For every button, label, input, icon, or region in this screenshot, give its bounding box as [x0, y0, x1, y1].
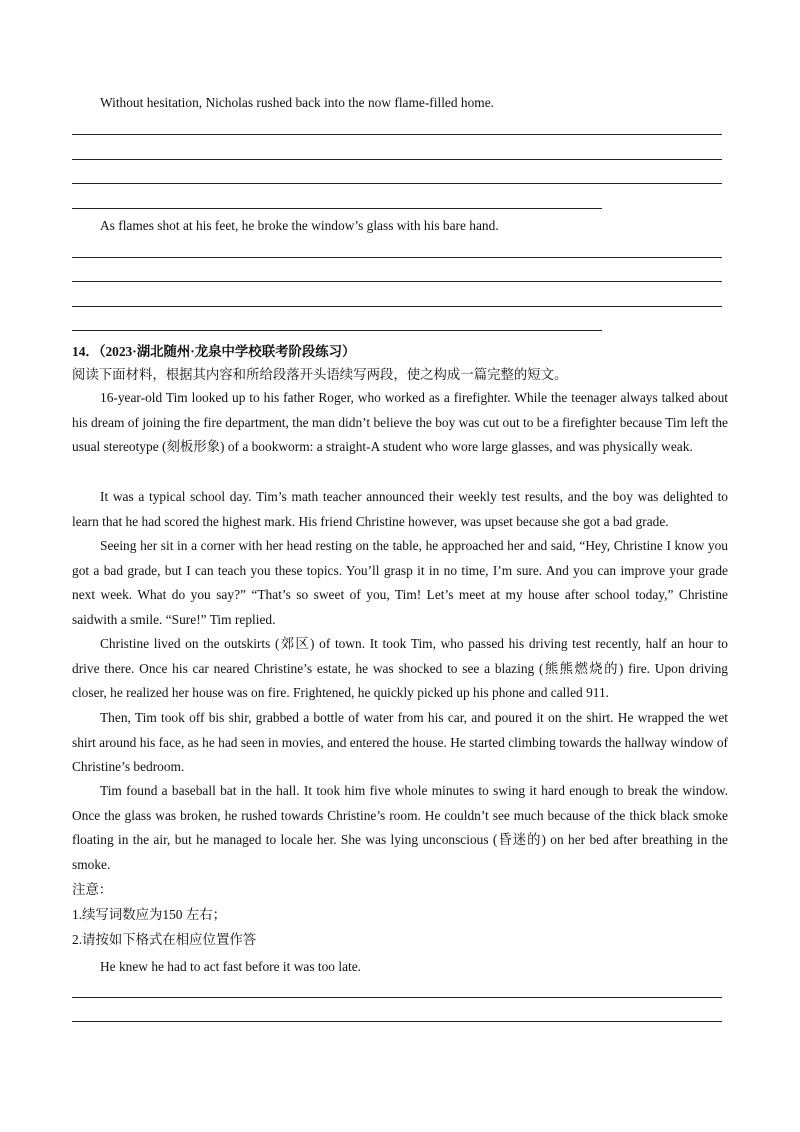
- passage-paragraph-5: Then, Tim took off bis shir, grabbed a bottle of water from his car, and poured it on the shirt. He wrapped the wet shirt around his face, as he had seen in movies, and entered the house. He started climbing towards the hallway window of Christine’s bedroom.: [72, 710, 728, 774]
- answer-line[interactable]: [72, 134, 722, 135]
- answer-line[interactable]: [72, 281, 722, 282]
- answer-line[interactable]: [72, 257, 722, 258]
- answer-line[interactable]: [72, 306, 722, 307]
- answer-line[interactable]: [72, 208, 602, 209]
- passage-paragraph-1: 16-year-old Tim looked up to his father Roger, who worked as a firefighter. While the teenager always talked about his dream of joining the fire department, the man didn’t believe the boy was cut out to be a firefighter because Tim left the usual stereotype (刻板形象) of a bookworm: a straight-A student who wore large glasses, and was physically weak.: [72, 390, 728, 454]
- paragraph-opener-1: Without hesitation, Nicholas rushed back into the now flame-filled home.: [100, 95, 495, 110]
- note-word-count: 1.续写词数应为150 左右；: [72, 907, 226, 922]
- question-heading: 14．（2023·湖北随州·龙泉中学校联考阶段练习）: [72, 344, 356, 359]
- answer-line[interactable]: [72, 183, 722, 184]
- passage-paragraph-6: Tim found a baseball bat in the hall. It took him five whole minutes to swing it hard enough to break the window. Once the glass was broken, he rushed towards Christine’s room. He couldn’t see much because of the thick black smoke floating in the air, but he managed to locale her. She was lying unconscious (昏迷的) on her bed after breathing in the smoke.: [72, 783, 728, 872]
- answer-line[interactable]: [72, 330, 602, 331]
- answer-line[interactable]: [72, 997, 722, 998]
- paragraph-opener-2: As flames shot at his feet, he broke the window’s glass with his bare hand.: [100, 218, 499, 233]
- passage-paragraph-2: It was a typical school day. Tim’s math teacher announced their weekly test results, and the boy was delighted to learn that he had scored the highest mark. His friend Christine however, was upset because she got a bad grade.: [72, 489, 728, 529]
- passage-paragraph-4: Christine lived on the outskirts (郊区) of town. It took Tim, who passed his driving test recently, half an hour to drive there. Once his car neared Christine’s estate, he was shocked to see a blazing (熊熊燃烧的) fire. Upon driving closer, he realized her house was on fire. Frightened, he quickly picked up his phone and called 911.: [72, 636, 728, 700]
- passage-paragraph-3: Seeing her sit in a corner with her head resting on the table, he approached her and said, “Hey, Christine I know you got a bad grade, but I can teach you these topics. You’ll grasp it in no time, I’m sure. And you can improve your grade next week. What do you say?” “That’s so sweet of you, Tim! Let’s meet at my house after school today,” Christine saidwith a smile. “Sure!” Tim replied.: [72, 538, 728, 627]
- notes-title: 注意：: [72, 882, 113, 897]
- question-instruction: 阅读下面材料，根据其内容和所给段落开头语续写两段，使之构成一篇完整的短文。: [72, 367, 568, 382]
- answer-line[interactable]: [72, 1021, 722, 1022]
- note-format: 2.请按如下格式在相应位置作答: [72, 932, 257, 947]
- answer-opener: He knew he had to act fast before it was too late.: [100, 959, 362, 974]
- answer-line[interactable]: [72, 159, 722, 160]
